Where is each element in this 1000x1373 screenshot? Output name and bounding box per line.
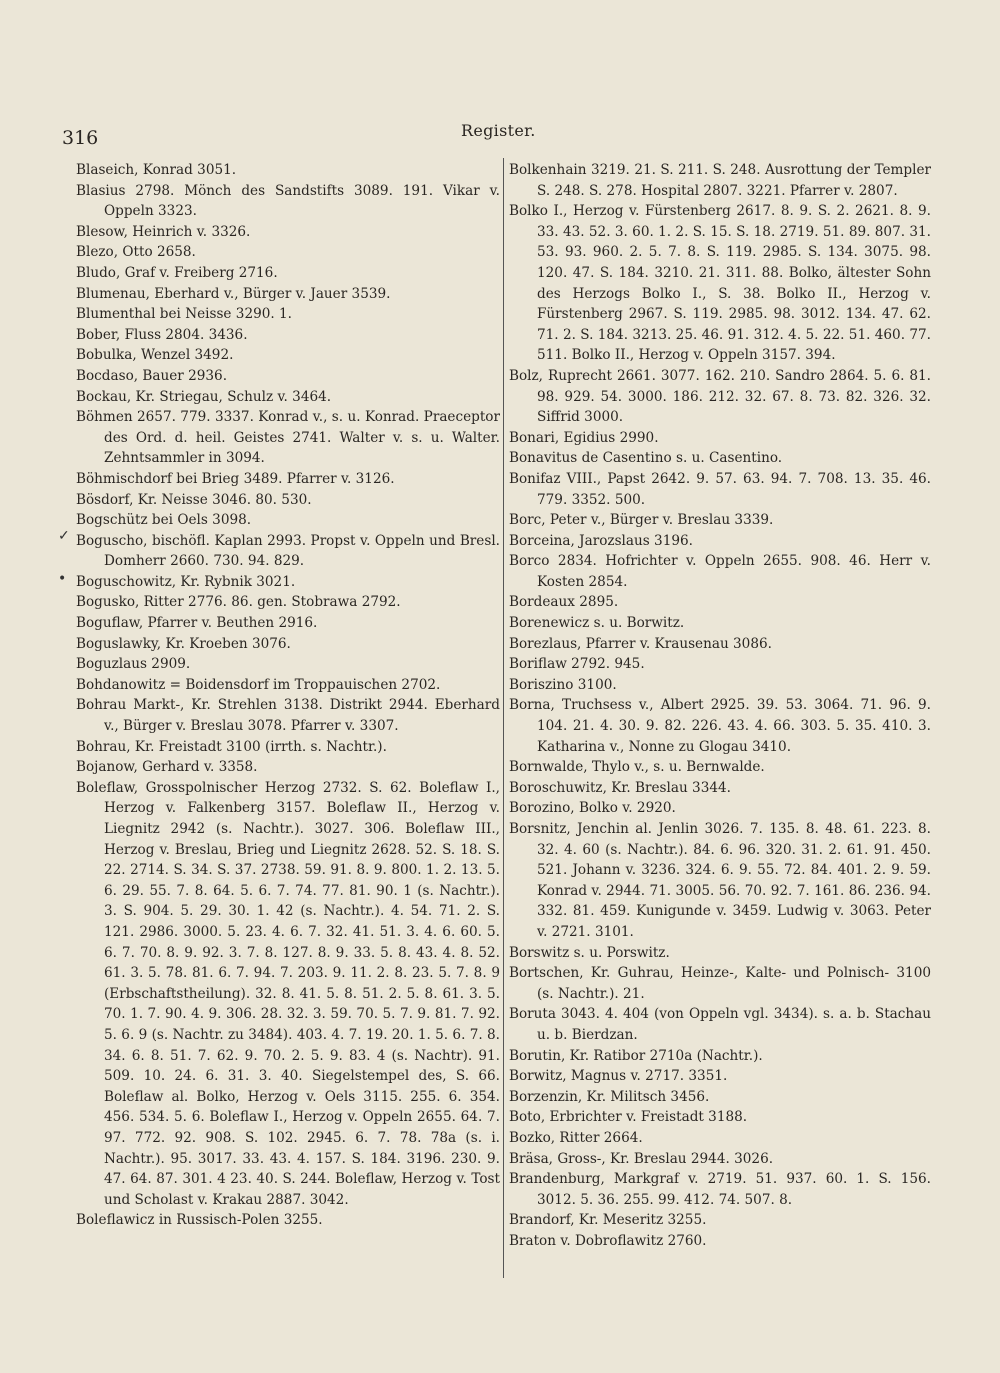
register-entry: Braton v. Dobroflawitz 2760. — [509, 1232, 707, 1249]
running-head: Register. — [461, 121, 536, 140]
register-entry: Boguslawky, Kr. Kroeben 3076. — [76, 635, 291, 652]
margin-dot-icon: • — [58, 571, 67, 587]
register-entry: Bockau, Kr. Striegau, Schulz v. 3464. — [76, 388, 332, 405]
register-entry: Bogschütz bei Oels 3098. — [76, 512, 252, 529]
register-entry: Bozko, Ritter 2664. — [509, 1129, 643, 1146]
register-entry: Bonari, Egidius 2990. — [509, 429, 659, 446]
register-entry: Bösdorf, Kr. Neisse 3046. 80. 530. — [76, 491, 312, 508]
register-entry: Borceina, Jarozslaus 3196. — [509, 532, 693, 549]
register-entry: Blumenau, Eberhard v., Bürger v. Jauer 3539. — [76, 285, 391, 302]
register-entry: Bolko I., Herzog v. Fürstenberg 2617. 8. 9. S. 2. 2621. 8. 9. 33. 43. 52. 3. 60. 1. 2. S. 15. S. 18. 2719. 51. 89. 807. 31. 53. 93. 960. 2. 5. 7. 8. S. 119. 2985. S. 134. 3075. 98. 120. 47. S. 184. 3210. 21. 311. 88. Bolko, ältester Sohn des Herzogs Bolko I., S. 38. Bolko II., Herzog v. Fürstenberg 2967. S. 119. 2985. 98. 3012. 134. 47. 62. 71. 2. S. 184. 3213. 25. 46. 91. 312. 4. 5. 22. 51. 460. 77. 511. Bolko II., Herzog v. Oppeln 3157. 394. — [509, 203, 931, 364]
register-entry: Borenewicz s. u. Borwitz. — [509, 615, 685, 632]
register-entry: Boleflawicz in Russisch-Polen 3255. — [76, 1212, 323, 1229]
register-entry: Boguschowitz, Kr. Rybnik 3021. — [76, 573, 296, 590]
register-entry: Blesow, Heinrich v. 3326. — [76, 223, 251, 240]
left-column — [76, 160, 500, 1231]
register-entry: Boguzlaus 2909. — [76, 656, 191, 673]
register-entry: Borsnitz, Jenchin al. Jenlin 3026. 7. 135. 8. 48. 61. 223. 8. 32. 4. 60 (s. Nachtr.). 84. 6. 96. 320. 31. 2. 61. 91. 450. 521. Johann v. 3236. 324. 6. 9. 55. 72. 84. 401. 2. 9. 59. Konrad v. 2944. 71. 3005. 56. 70. 92. 7. 161. 86. 236. 94. 332. 81. 459. Kunigunde v. 3459. Ludwig v. 3063. Peter v. 2721. 3101. — [509, 821, 931, 940]
register-entry: Borozino, Bolko v. 2920. — [509, 800, 676, 817]
register-entry: Borco 2834. Hofrichter v. Oppeln 2655. 908. 46. Herr v. Kosten 2854. — [509, 553, 931, 590]
register-entry: Bojanow, Gerhard v. 3358. — [76, 759, 258, 776]
margin-mark-icon: ✓ — [58, 528, 70, 544]
register-entry: Brandenburg, Markgraf v. 2719. 51. 937. 60. 1. S. 156. 3012. 5. 36. 255. 99. 412. 74. 507. 8. — [509, 1171, 931, 1208]
register-entry: Borwitz, Magnus v. 2717. 3351. — [509, 1068, 728, 1085]
register-entry: Bräsa, Gross-, Kr. Breslau 2944. 3026. — [509, 1150, 774, 1167]
register-entry: Bortschen, Kr. Guhrau, Heinze-, Kalte- und Polnisch- 3100 (s. Nachtr.). 21. — [509, 965, 931, 1002]
register-entry: Bohrau, Kr. Freistadt 3100 (irrth. s. Nachtr.). — [76, 738, 387, 755]
register-entry: Boguscho, bischöfl. Kaplan 2993. Propst v. Oppeln und Bresl. Domherr 2660. 730. 94. 829. — [76, 532, 500, 570]
register-entry: Blezo, Otto 2658. — [76, 244, 196, 261]
register-entry: Borswitz s. u. Porswitz. — [509, 944, 670, 961]
register-entry: Bohdanowitz = Boidensdorf im Troppauischen 2702. — [76, 676, 441, 693]
register-entry: Boruta 3043. 4. 404 (von Oppeln vgl. 3434). s. a. b. Stachau u. b. Bierdzan. — [509, 1006, 931, 1043]
register-entry: Böhmischdorf bei Brieg 3489. Pfarrer v. 3126. — [76, 470, 395, 487]
register-entry: Bocdaso, Bauer 2936. — [76, 367, 228, 384]
register-entry: Bolz, Ruprecht 2661. 3077. 162. 210. Sandro 2864. 5. 6. 81. 98. 929. 54. 3000. 186. 212. 32. 67. 8. 73. 82. 326. 32. Siffrid 3000. — [509, 367, 931, 426]
register-entry: Borzenzin, Kr. Militsch 3456. — [509, 1088, 710, 1105]
register-entry: Bohrau Markt-, Kr. Strehlen 3138. Distrikt 2944. Eberhard v., Bürger v. Breslau 3078. Pfarrer v. 3307. — [76, 697, 500, 735]
register-entry: Bogusko, Ritter 2776. 86. gen. Stobrawa 2792. — [76, 594, 401, 611]
register-entry: Bornwalde, Thylo v., s. u. Bernwalde. — [509, 759, 765, 776]
register-entry: Blaseich, Konrad 3051. — [76, 162, 237, 178]
register-entry: Bludo, Graf v. Freiberg 2716. — [76, 264, 278, 281]
register-entry: Borezlaus, Pfarrer v. Krausenau 3086. — [509, 635, 772, 652]
register-entry: Boriflaw 2792. 945. — [509, 656, 645, 673]
register-entry: Bonavitus de Casentino s. u. Casentino. — [509, 450, 783, 467]
register-entry: Boriszino 3100. — [509, 676, 617, 693]
register-entry: Bolkenhain 3219. 21. S. 211. S. 248. Ausrottung der Templer S. 248. S. 278. Hospital 2807. 3221. Pfarrer v. 2807. — [509, 162, 931, 199]
right-column — [509, 160, 931, 1251]
page-number: 316 — [62, 127, 99, 149]
register-entry: Boguflaw, Pfarrer v. Beuthen 2916. — [76, 615, 318, 632]
register-entry: Boleflaw, Grosspolnischer Herzog 2732. S. 62. Boleflaw I., Herzog v. Falkenberg 3157. Boleflaw II., Herzog v. Liegnitz 2942 (s. Nachtr.). 3027. 306. Boleflaw III., Herzog v. Breslau, Brieg und Liegnitz 2628. 52. S. 18. S. 22. 2714. S. 34. S. 37. 2738. 59. 91. 8. 9. 800. 1. 2. 13. 5. 6. 29. 55. 7. 8. 64. 5. 6. 7. 74. 77. 81. 90. 1 (s. Nachtr.). 3. S. 904. 5. 29. 30. 1. 42 (s. Nachtr.). 4. 54. 71. 2. S. 121. 2986. 3000. 5. 23. 4. 6. 7. 32. 41. 51. 3. 4. 6. 60. 5. 6. 7. 70. 8. 9. 92. 3. 7. 8. 127. 8. 9. 33. 5. 8. 43. 4. 8. 52. 61. 3. 5. 78. 81. 6. 7. 94. 7. 203. 9. 11. 2. 8. 23. 5. 7. 8. 9 (Erbschaftstheilung). 32. 8. 41. 5. 8. 51. 2. 5. 8. 61. 3. 5. 70. 1. 7. 90. 4. 9. 306. 28. 32. 3. 59. 70. 5. 7. 9. 81. 7. 92. 5. 6. 9 (s. Nachtr. zu 3484). 403. 4. 7. 19. 20. 1. 5. 6. 7. 8. 34. 6. 8. 51. 7. 62. 9. 70. 2. 5. 9. 83. 4 (s. Nachtr). 91. 509. 10. 24. 6. 31. 3. 40. Siegelstempel des, S. 66. Boleflaw al. Bolko, Herzog v. Oels 3115. 255. 6. 354. 456. 534. 5. 6. Boleflaw I., Herzog v. Oppeln 2655. 64. 7. 97. 772. 92. 908. S. 102. 2945. 6. 7. 78. 78a (s. i. Nachtr.). 95. 3017. 33. 43. 4. 157. S. 184. 3196. 230. 9. 47. 64. 87. 301. 4 23. 40. S. 244. Boleflaw, Herzog v. Tost und Scholast v. Krakau 2887. 3042. — [76, 779, 500, 1208]
register-entry: Bobulka, Wenzel 3492. — [76, 347, 234, 364]
register-entry: Borna, Truchsess v., Albert 2925. 39. 53. 3064. 71. 96. 9. 104. 21. 4. 30. 9. 82. 226. 43. 4. 66. 303. 5. 35. 410. 3. Katharina v., Nonne zu Glogau 3410. — [509, 697, 931, 755]
column-divider — [503, 158, 504, 1278]
register-entry: Böhmen 2657. 779. 3337. Konrad v., s. u. Konrad. Praeceptor des Ord. d. heil. Geistes 2741. Walter v. s. u. Walter. Zehntsammler in 3094. — [76, 409, 500, 467]
register-entry: Bordeaux 2895. — [509, 594, 619, 611]
register-entry: Boroschuwitz, Kr. Breslau 3344. — [509, 779, 731, 796]
register-entry: Blumenthal bei Neisse 3290. 1. — [76, 306, 292, 323]
register-entry: Borutin, Kr. Ratibor 2710a (Nachtr.). — [509, 1047, 763, 1064]
register-entry: Borc, Peter v., Bürger v. Breslau 3339. — [509, 512, 774, 529]
register-entry: Brandorf, Kr. Meseritz 3255. — [509, 1212, 707, 1229]
register-entry: Blasius 2798. Mönch des Sandstifts 3089. 191. Vikar v. Oppeln 3323. — [76, 182, 500, 220]
register-entry: Bonifaz VIII., Papst 2642. 9. 57. 63. 94. 7. 708. 13. 35. 46. 779. 3352. 500. — [509, 470, 931, 508]
register-entry: Boto, Erbrichter v. Freistadt 3188. — [509, 1109, 748, 1126]
register-entry: Bober, Fluss 2804. 3436. — [76, 326, 248, 343]
